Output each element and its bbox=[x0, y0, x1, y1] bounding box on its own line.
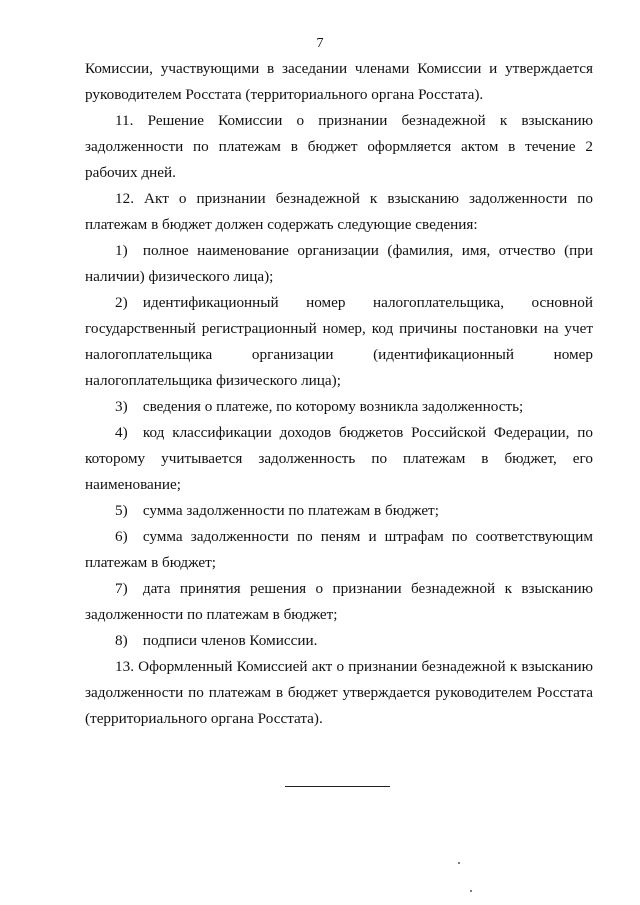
list-item-4: 4) код классификации доходов бюджетов Российской Федерации, по которому учитывается задолженность по платежам в бюджет, его наименование; bbox=[85, 424, 593, 493]
list-item-2: 2) идентификационный номер налогоплательщика, основной государственный регистрационный номер, код причины постановки на учет налогоплательщика организации (идентификационный номер налогоплательщика физического лица); bbox=[85, 294, 593, 389]
list-item-5: 5) сумма задолженности по платежам в бюджет; bbox=[115, 502, 439, 519]
document-body bbox=[85, 56, 593, 732]
list-item-1: 1) полное наименование организации (фамилия, имя, отчество (при наличии) физического лица); bbox=[85, 242, 593, 285]
scan-speck bbox=[458, 862, 460, 864]
list-item-7: 7) дата принятия решения о признании безнадежной к взысканию задолженности по платежам в бюджет; bbox=[85, 580, 593, 623]
paragraph-continuation: Комиссии, участвующими в заседании членами Комиссии и утверждается руководителем Росстата (территориального органа Росстата). bbox=[85, 60, 593, 103]
paragraph-item-11: 11. Решение Комиссии о признании безнадежной к взысканию задолженности по платежам в бюджет оформляется актом в течение 2 рабочих дней. bbox=[85, 112, 593, 181]
scan-speck bbox=[470, 890, 472, 892]
page-number: 7 bbox=[316, 36, 324, 51]
list-item-6: 6) сумма задолженности по пеням и штрафам по соответствующим платежам в бюджет; bbox=[85, 528, 593, 571]
end-divider bbox=[285, 786, 390, 787]
paragraph-item-13: 13. Оформленный Комиссией акт о признании безнадежной к взысканию задолженности по платежам в бюджет утверждается руководителем Росстата (территориального органа Росстата). bbox=[85, 658, 593, 727]
list-item-3: 3) сведения о платеже, по которому возникла задолженность; bbox=[115, 398, 524, 415]
list-item-8: 8) подписи членов Комиссии. bbox=[115, 632, 318, 649]
paragraph-item-12: 12. Акт о признании безнадежной к взысканию задолженности по платежам в бюджет должен содержать следующие сведения: bbox=[85, 190, 593, 233]
